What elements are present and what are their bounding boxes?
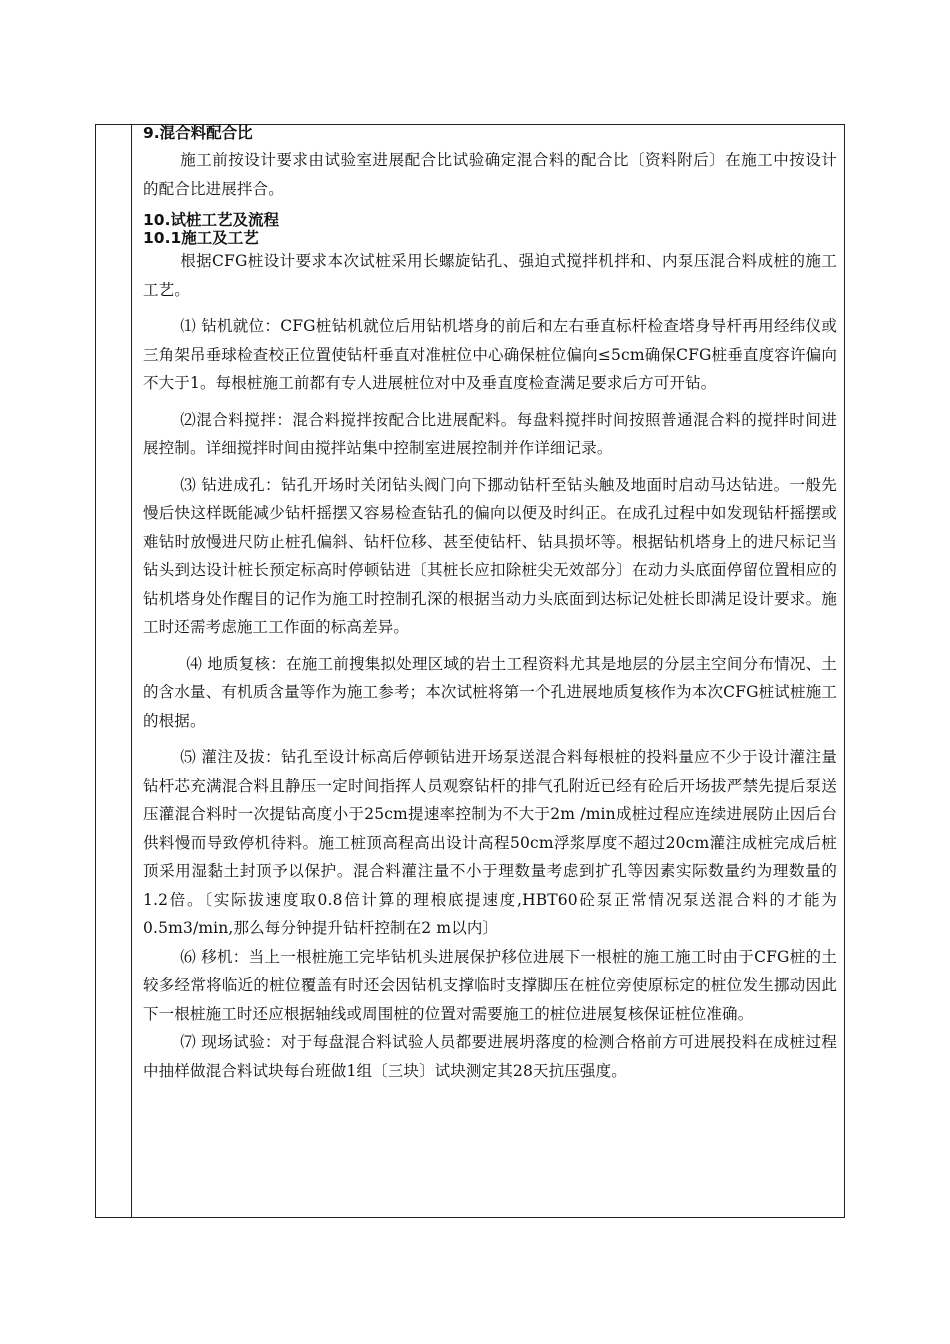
section-10-1-intro: 根据CFG桩设计要求本次试桩采用长螺旋钻孔、强迫式搅拌机拌和、内泵压混合料成桩的施工工艺。 — [143, 252, 837, 299]
item-7-field-test: ⑺ 现场试验：对于每盘混合料试验人员都要进展坍落度的检测合格前方可进展投料在成桩过程中抽样做混合料试块每台班做1组〔三块〕试块测定其28天抗压强度。 — [143, 1033, 837, 1080]
section-10-heading: 10.试桩工艺及流程 — [143, 211, 279, 229]
item-2-mixing: ⑵混合料搅拌：混合料搅拌按配合比进展配料。每盘料搅拌时间按照普通混合料的搅拌时间进展控制。详细搅拌时间由搅拌站集中控制室进展控制并作详细记录。 — [143, 410, 837, 457]
table-left-column — [96, 125, 132, 1217]
section-9-heading: 9.混合料配合比 — [143, 124, 253, 142]
section-10-1-heading: 10.1施工及工艺 — [143, 229, 259, 247]
item-6-moving-rig: ⑹ 移机：当上一根桩施工完毕钻机头进展保护移位进展下一根桩的施工施工时由于CFG桩的土较多经常将临近的桩位覆盖有时还会因钻机支撑临时支撑脚压在桩位旁使原标定的桩位发生挪动因此下一根桩施工时还应根据轴线或周围桩的位置对需要施工的桩位进展复核保证桩位准确。 — [143, 947, 837, 1023]
section-9-paragraph: 施工前按设计要求由试验室进展配合比试验确定混合料的配合比〔资料附后〕在施工中按设计的配合比进展拌合。 — [143, 151, 837, 198]
item-3-drilling: ⑶ 钻进成孔：钻孔开场时关闭钻头阀门向下挪动钻杆至钻头触及地面时启动马达钻进。一般先慢后快这样既能减少钻杆摇摆又容易检查钻孔的偏向以便及时纠正。在成孔过程中如发现钻杆摇摆或难钻时放慢进尺防止桩孔偏斜、钻杆位移、甚至使钻杆、钻具损坏等。根据钻机塔身上的进尺标记当钻头到达设计桩长预定标高时停顿钻进〔其桩长应扣除桩尖无效部分〕在动力头底面停留位置相应的钻机塔身处作醒目的记作为施工时控制孔深的根据当动力头底面到达标记处桩长即满足设计要求。施工时还需考虑施工工作面的标高差异。 — [143, 475, 837, 636]
item-4-geology-check: ⑷ 地质复核：在施工前搜集拟处理区域的岩土工程资料尤其是地层的分层主空间分布情况、土的含水量、有机质含量等作为施工参考；本次试桩将第一个孔进展地质复核作为本次CFG桩试桩施工的根据。 — [143, 654, 837, 730]
document-content — [143, 124, 837, 1085]
item-5-pouring: ⑸ 灌注及拔：钻孔至设计标高后停顿钻进开场泵送混合料每根桩的投料量应不少于设计灌注量钻杆芯充满混合料且静压一定时间指挥人员观察钻杆的排气孔附近已经有砼后开场拔严禁先提后泵送压灌混合料时一次提钻高度小于25cm提速率控制为不大于2m /min成桩过程应连续进展防止因后台供料慢而导致停机待料。施工桩顶高程高出设计高程50cm浮浆厚度不超过20cm灌注成桩完成后桩顶采用湿黏土封顶予以保护。混合料灌注量不小于理数量考虑到扩孔等因素实际数量约为理数量的1.2倍。〔实际拔速度取0.8倍计算的理桹底提速度,HBT60砼泵正常情况泵送混合料的才能为0.5m3/min,那么每分钟提升钻杆控制在2 m以内〕 — [143, 748, 837, 937]
item-1-rig-positioning: ⑴ 钻机就位：CFG桩钻机就位后用钻机塔身的前后和左右垂直标杆检查塔身导杆再用经纬仪或三角架吊垂球检查校正位置使钻杆垂直对准桩位中心确保桩位偏向≤5cm确保CFG桩垂直度容许偏向不大于1。每根桩施工前都有专人进展桩位对中及垂直度检查满足要求后方可开钻。 — [143, 317, 837, 392]
